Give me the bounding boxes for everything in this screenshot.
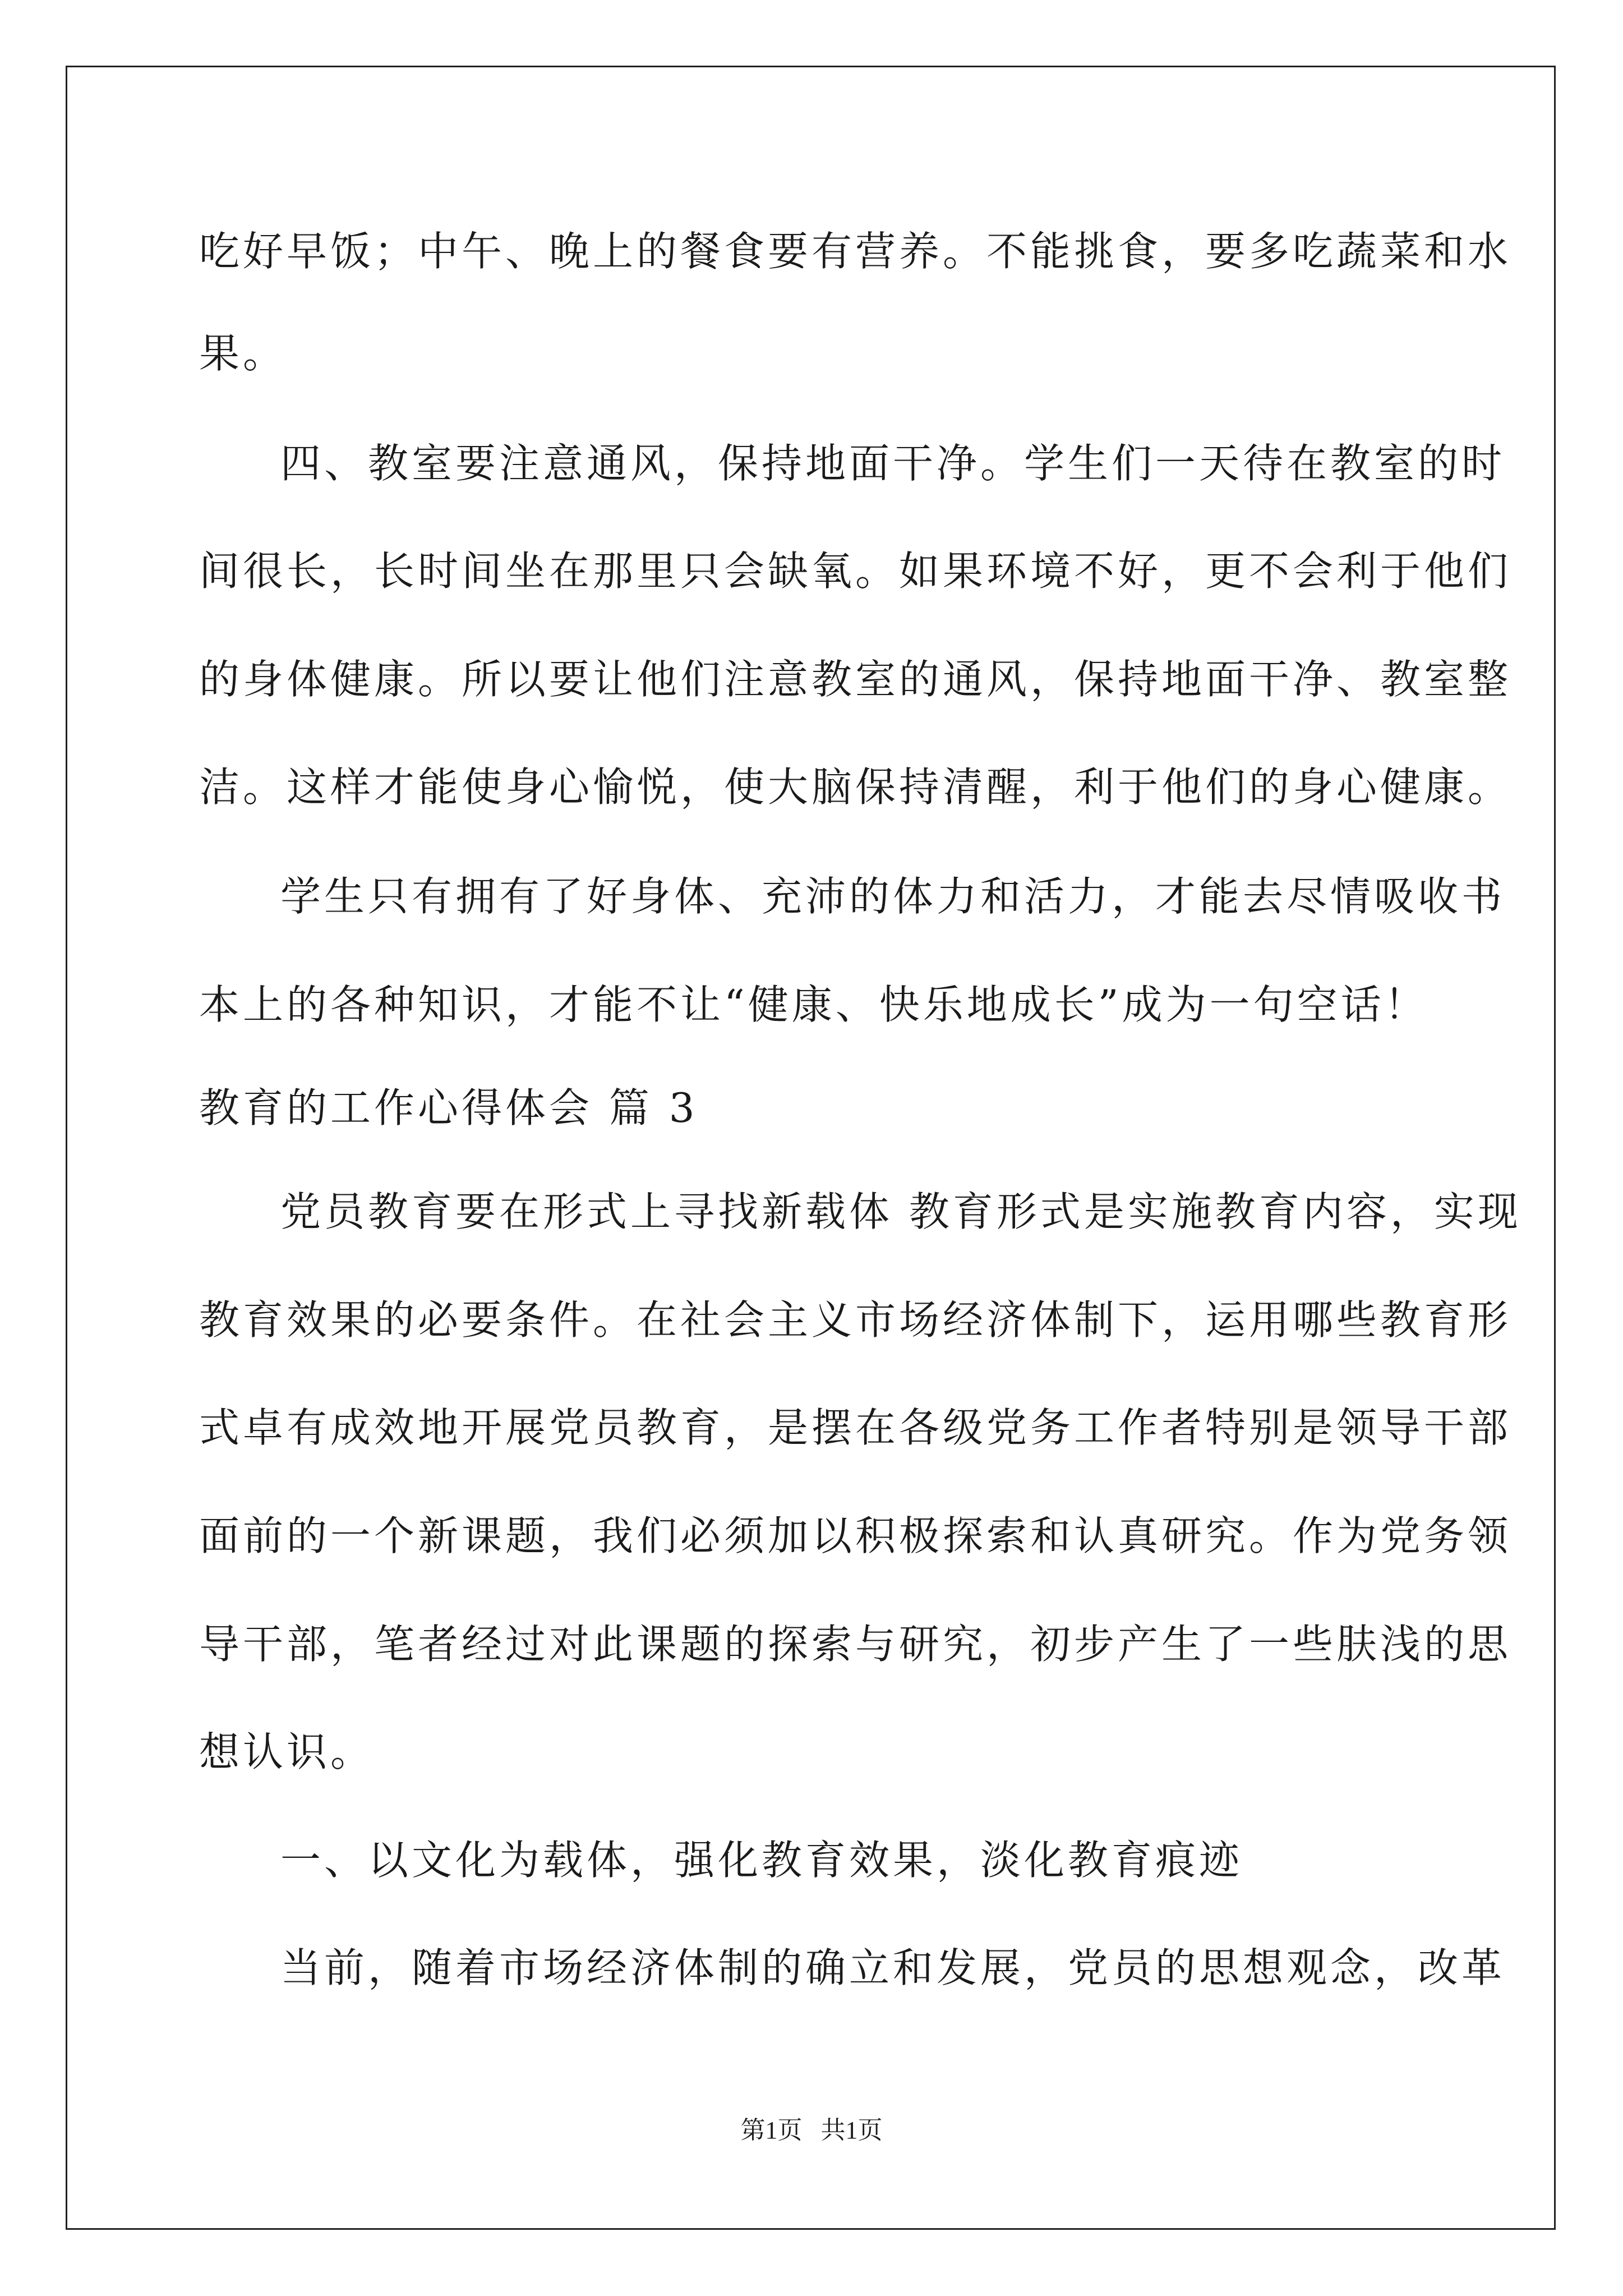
- paragraph-line: 四、教室要注意通风，保持地面干净。学生们一天待在教室的时: [280, 440, 1506, 487]
- paragraph-line: 面前的一个新课题，我们必须加以积极探索和认真研究。作为党务领: [199, 1512, 1512, 1559]
- paragraph-line: 果。: [199, 330, 287, 377]
- paragraph-line: 间很长，长时间坐在那里只会缺氧。如果环境不好，更不会利于他们: [199, 547, 1512, 595]
- paragraph-line: 本上的各种知识，才能不让“健康、快乐地成长”成为一句空话！: [199, 981, 1428, 1028]
- paragraph-line: 的身体健康。所以要让他们注意教室的通风，保持地面干净、教室整: [199, 656, 1512, 703]
- paragraph-line: 一、以文化为载体，强化教育效果，淡化教育痕迹: [280, 1837, 1243, 1884]
- section-heading: 教育的工作心得体会 篇 3: [199, 1084, 698, 1131]
- paragraph-line: 党员教育要在形式上寻找新载体 教育形式是实施教育内容，实现: [280, 1188, 1521, 1235]
- paragraph-line: 洁。这样才能使身心愉悦，使大脑保持清醒，利于他们的身心健康。: [199, 763, 1512, 811]
- paragraph-line: 想认识。: [199, 1728, 375, 1775]
- paragraph-line: 教育效果的必要条件。在社会主义市场经济体制下，运用哪些教育形: [199, 1296, 1512, 1343]
- page-footer: 第1页 共1页: [740, 2116, 883, 2144]
- paragraph-line: 导干部，笔者经过对此课题的探索与研究，初步产生了一些肤浅的思: [199, 1621, 1512, 1668]
- page-border: [66, 66, 1556, 2230]
- paragraph-line: 吃好早饭；中午、晚上的餐食要有营养。不能挑食，要多吃蔬菜和水: [199, 228, 1512, 275]
- paragraph-line: 式卓有成效地开展党员教育，是摆在各级党务工作者特别是领导干部: [199, 1404, 1512, 1451]
- paragraph-line: 当前，随着市场经济体制的确立和发展，党员的思想观念，改革: [280, 1944, 1506, 1991]
- paragraph-line: 学生只有拥有了好身体、充沛的体力和活力，才能去尽情吸收书: [280, 873, 1506, 920]
